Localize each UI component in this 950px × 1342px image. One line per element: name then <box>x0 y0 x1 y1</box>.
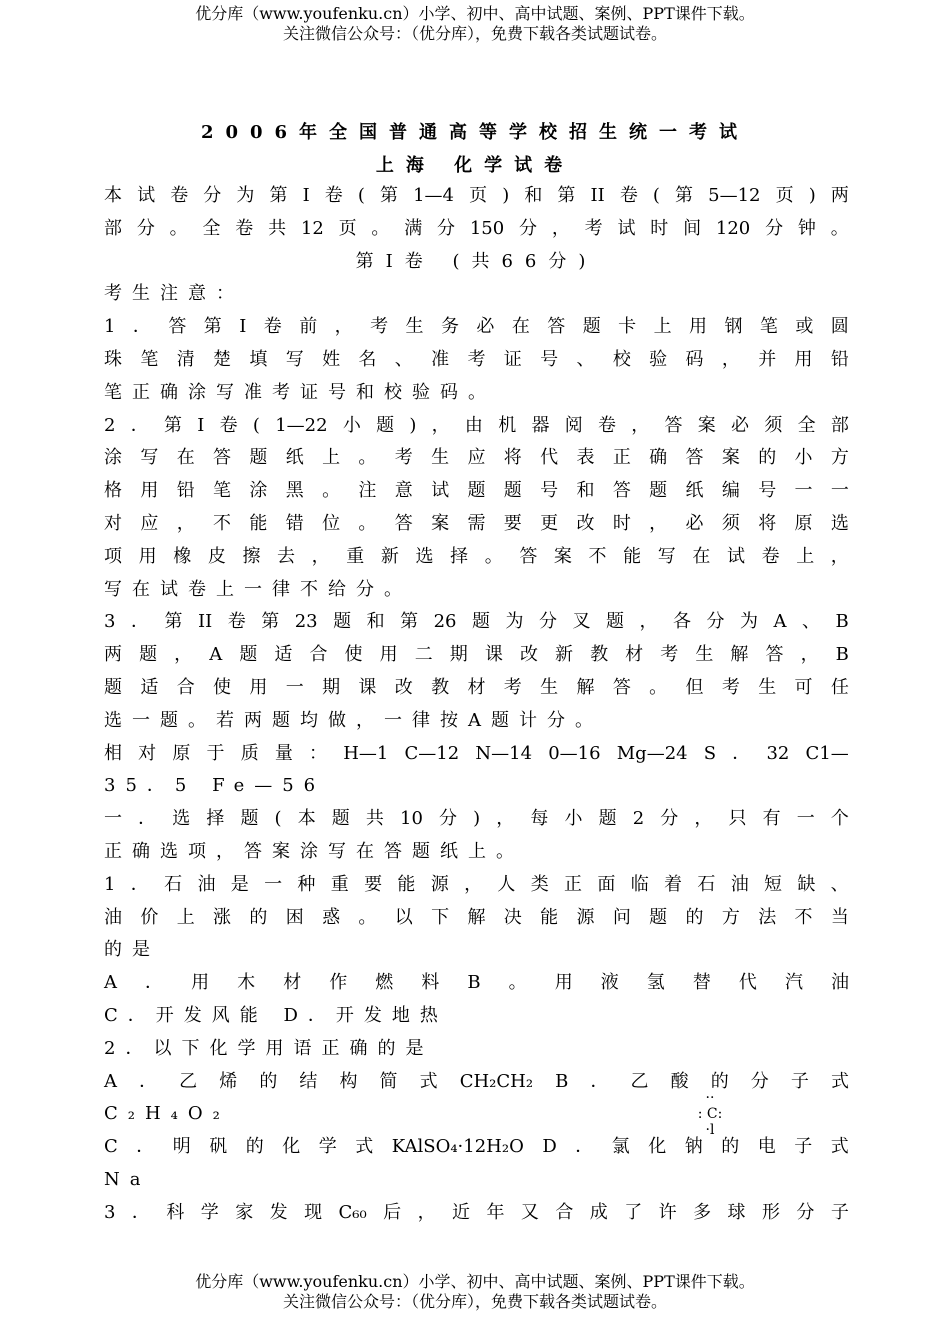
exam-body <box>104 180 849 1230</box>
text-line: 选一题。若两题均做，一律按A题计分。 <box>104 709 603 731</box>
text-line: 本 试 卷 分 为 第 I 卷 ( 第 1—4 页 ) 和 第 II 卷 ( 第 5—12 页 ) 两 <box>104 185 849 206</box>
text-line: 珠 笔 清 楚 填 写 姓 名 、 准 考 证 号 、 校 验 码 ， 并 用 铅 <box>104 348 849 370</box>
text-line: 1 ． 答 第 I 卷 前 ， 考 生 务 必 在 答 题 卡 上 用 钢 笔 或 圆 <box>104 316 849 338</box>
dot-bottom: ·l <box>705 1122 715 1138</box>
text-line: 部 分 。 全 卷 共 12 页 。 满 分 150 分 ， 考 试 时 间 120 分 钟 。 <box>104 217 849 239</box>
exam-title: 2006年全国普通高等学校招生统一考试 <box>200 122 750 143</box>
text-line: 笔正确涂写准考证号和校验码。 <box>104 381 496 403</box>
question-1-text: 油 价 上 涨 的 困 惑 。 以 下 解 决 能 源 问 题 的 方 法 不 当 <box>104 906 849 928</box>
question-3-text: 3 ． 科 学 家 发 现 C₆₀ 后 ， 近 年 又 合 成 了 许 多 球 形 分 子 <box>104 1201 849 1223</box>
exam-subtitle: 上海 化学试卷 <box>375 155 575 176</box>
question-2-options: C ． 明 矾 的 化 学 式 KAlSO₄·12H₂O D ． 氯 化 钠 的 电 子 式 <box>104 1136 849 1158</box>
question-2-options: A ． 乙 烯 的 结 构 简 式 CH₂CH₂ B ． 乙 酸 的 分 子 式 <box>104 1070 849 1092</box>
text-line: 35．5 Fe—56 <box>104 775 326 797</box>
section-heading: 第I卷 (共66分) <box>355 250 598 272</box>
question-1-options: C．开发风能 D．开发地热 <box>104 1004 448 1026</box>
question-2-text: 2．以下化学用语正确的是 <box>104 1037 434 1059</box>
footer-line-2: 关注微信公众号：（优分库），免费下载各类试题试卷。 <box>282 1292 667 1311</box>
header-line-1: 优分库（www.youfenku.cn）小学、初中、高中试题、案例、PPT课件下载。 <box>195 4 755 23</box>
text-line: 两 题 ， A 题 适 合 使 用 二 期 课 改 新 教 材 考 生 解 答 ， B <box>104 644 849 666</box>
text-line: 对 应 ， 不 能 错 位 。 答 案 需 要 更 改 时 ， 必 须 将 原 选 <box>104 512 849 534</box>
text-line: 一 ． 选 择 题 ( 本 题 共 10 分 ) ， 每 小 题 2 分 ， 只 有 一 个 <box>104 808 849 830</box>
electron-dot-structure <box>690 1090 730 1138</box>
text-line: 题 适 合 使 用 一 期 课 改 教 材 考 生 解 答 。 但 考 生 可 任 <box>104 676 849 698</box>
dot-symbol: : C: <box>697 1106 723 1122</box>
text-line: 2 ． 第 I 卷 ( 1—22 小 题 ) ， 由 机 器 阅 卷 ， 答 案 必 须 全 部 <box>104 414 849 436</box>
text-line: 相 对 原 于 质 量 ： H—1 C—12 N—14 0—16 Mg—24 S ． 32 C1— <box>104 742 849 764</box>
dot-top: ·· <box>705 1090 715 1106</box>
question-1-options: A ． 用 木 材 作 燃 料 B 。 用 液 氢 替 代 汽 油 <box>104 972 849 994</box>
text-line: 写在试卷上一律不给分。 <box>104 578 412 600</box>
question-1-text: 1 ． 石 油 是 一 种 重 要 能 源 ， 人 类 正 面 临 着 石 油 短 缺 、 <box>104 873 849 895</box>
text-line: 格 用 铅 笔 涂 黑 。 注 意 试 题 题 号 和 答 题 纸 编 号 一 一 <box>104 480 849 502</box>
text-line: 3 ． 第 II 卷 第 23 题 和 第 26 题 为 分 叉 题 ， 各 分 为 A 、 B <box>104 611 849 633</box>
question-1-text: 的是 <box>104 939 160 961</box>
footer-line-1: 优分库（www.youfenku.cn）小学、初中、高中试题、案例、PPT课件下载。 <box>195 1272 755 1291</box>
page-footer <box>0 1272 950 1312</box>
text-line: 正确选项，答案涂写在答题纸上。 <box>104 840 524 862</box>
text-line: 项 用 橡 皮 擦 去 ， 重 新 选 择 。 答 案 不 能 写 在 试 卷 上 ， <box>104 545 849 567</box>
question-2-options: Na <box>104 1168 151 1190</box>
header-line-2: 关注微信公众号：（优分库），免费下载各类试题试卷。 <box>282 24 667 43</box>
page-header <box>0 4 950 44</box>
text-line: 考生注意： <box>104 283 244 305</box>
text-line: 涂 写 在 答 题 纸 上 。 考 生 应 将 代 表 正 确 答 案 的 小 方 <box>104 447 849 469</box>
question-2-options: C₂H₄O₂ <box>104 1103 230 1125</box>
